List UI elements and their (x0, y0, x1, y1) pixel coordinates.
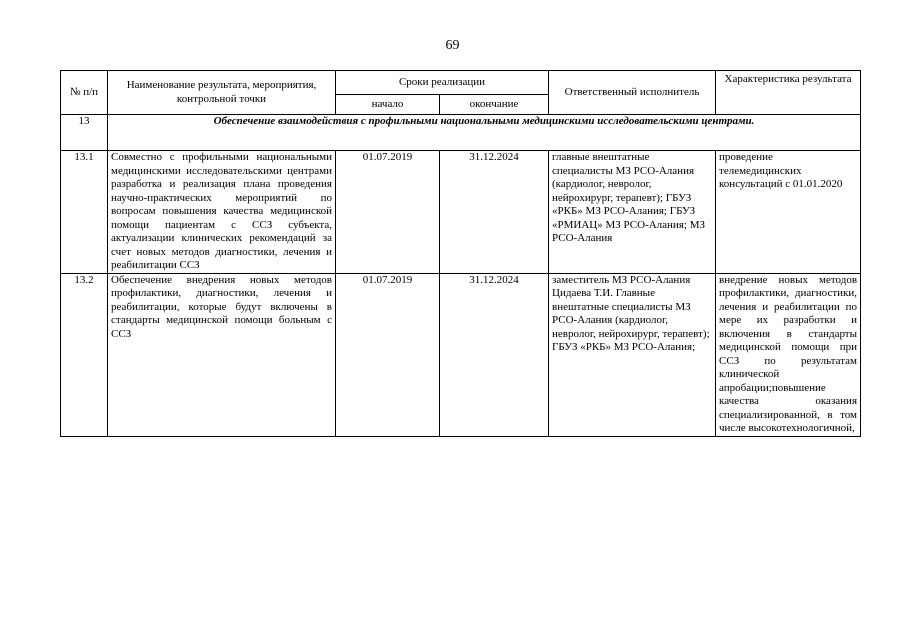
row-end: 31.12.2024 (440, 151, 549, 274)
row-num: 13.2 (61, 273, 108, 436)
row-end: 31.12.2024 (440, 273, 549, 436)
table-row (61, 273, 861, 436)
row-result: внедрение новых методов профилактики, диагностики, лечения и реабилитации по мере их разработки и включения в стандарты медицинской помощи при ССЗ по результатам клинической апробации;повышение качества оказания специализированной, в том числе высокотехнологичной, (716, 273, 861, 436)
row-start: 01.07.2019 (336, 151, 440, 274)
header-result: Характеристика результата (716, 71, 861, 115)
row-start: 01.07.2019 (336, 273, 440, 436)
table-row (61, 151, 861, 274)
action-plan-table (60, 70, 861, 437)
row-name: Совместно с профильными национальными медицинскими исследовательскими центрами разработка и реализация плана проведения научно-практических мероприятий по вопросам повышения качества медицинской помощи пациентам с ССЗ субъекта, актуализации клинических рекомендаций за счет новых методов диагностики, лечения и реабилитации ССЗ (108, 151, 336, 274)
row-executor: заместитель МЗ РСО-Алания Цидаева Т.И. Главные внештатные специалисты МЗ РСО-Алания (кардиолог, невролог, нейрохирург, терапевт); ГБУЗ «РКБ» МЗ РСО-Алания; (549, 273, 716, 436)
header-name: Наименование результата, мероприятия, контрольной точки (108, 71, 336, 115)
page-number: 69 (445, 38, 460, 53)
row-executor: главные внештатные специалисты МЗ РСО-Алания (кардиолог, невролог, нейрохирург, терапевт); ГБУЗ «РКБ» МЗ РСО-Алания; ГБУЗ «РМИАЦ» МЗ РСО-Алания; МЗ РСО-Алания (549, 151, 716, 274)
row-num: 13.1 (61, 151, 108, 274)
header-executor: Ответственный исполнитель (549, 71, 716, 115)
row-result: проведение телемедицинских консультаций с 01.01.2020 (716, 151, 861, 274)
header-terms: Сроки реализации (336, 71, 549, 95)
header-start: начало (336, 95, 440, 115)
section-num: 13 (61, 115, 108, 151)
row-name: Обеспечение внедрения новых методов профилактики, диагностики, лечения и реабилитации, которые будут включены в стандарты медицинской помощи больным с ССЗ (108, 273, 336, 436)
section-title: Обеспечение взаимодействия с профильными национальными медицинскими исследовательскими центрами. (108, 115, 861, 151)
header-num: № п/п (61, 71, 108, 115)
header-end: окончание (440, 95, 549, 115)
